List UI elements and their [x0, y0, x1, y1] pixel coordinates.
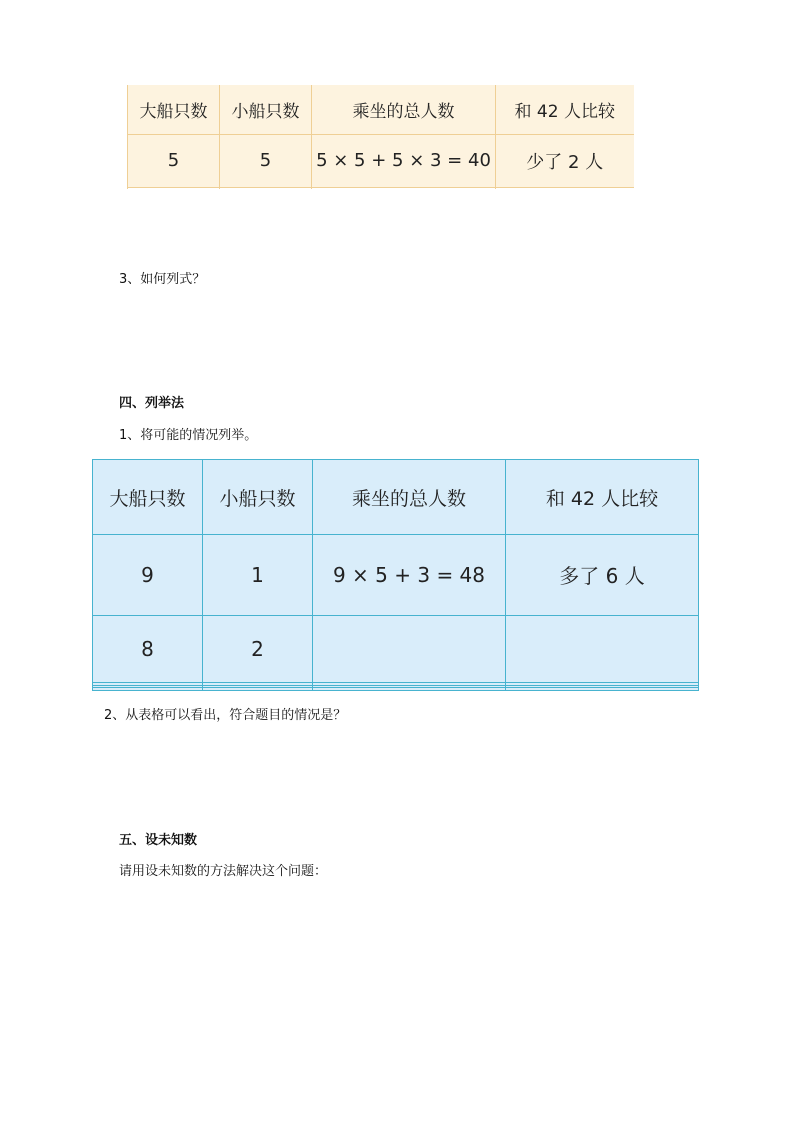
section-4-title: 四、列举法: [119, 396, 185, 411]
table-cell: 9: [93, 535, 203, 616]
table-cell: 少了 2 人: [496, 135, 634, 187]
boat-table-example: [127, 85, 634, 188]
table-cell: 多了 6 人: [506, 535, 699, 616]
header-cell: 和 42 人比较: [496, 85, 634, 135]
table-cell: [93, 688, 203, 691]
table-cell: 1: [203, 535, 313, 616]
table-row: [93, 688, 699, 691]
table-cell: 9 × 5 + 3 = 48: [313, 535, 506, 616]
header-cell: 大船只数: [93, 460, 203, 535]
table-cell: [203, 688, 313, 691]
section-4-question-1: 1、将可能的情况列举。: [119, 428, 258, 443]
table-cell: [506, 688, 699, 691]
header-cell: 小船只数: [203, 460, 313, 535]
question-3: 3、如何列式？: [119, 272, 206, 287]
header-cell: 小船只数: [220, 85, 312, 135]
header-cell: 大船只数: [128, 85, 220, 135]
table-cell: [506, 615, 699, 682]
table-cell: [313, 688, 506, 691]
table-row: [93, 535, 699, 616]
section-4-question-2: 2、从表格可以看出，符合题目的情况是？: [104, 708, 347, 723]
table-row: [128, 187, 634, 188]
table-cell: [312, 187, 496, 188]
section-5-title: 五、设未知数: [119, 833, 198, 848]
table-cell: [220, 187, 312, 188]
table-cell: 8: [93, 615, 203, 682]
table-header-row: [93, 460, 699, 535]
header-cell: 乘坐的总人数: [313, 460, 506, 535]
table-cell: [313, 615, 506, 682]
header-cell: 乘坐的总人数: [312, 85, 496, 135]
table-cell: [496, 187, 634, 188]
table-cell: 5: [220, 135, 312, 187]
table-cell: 2: [203, 615, 313, 682]
table-header-row: [128, 85, 634, 135]
section-5-prompt: 请用设未知数的方法解决这个问题：: [119, 864, 328, 879]
header-cell: 和 42 人比较: [506, 460, 699, 535]
table-row: [93, 615, 699, 682]
table-row: [128, 135, 634, 187]
table-cell: 5 × 5 + 5 × 3 = 40: [312, 135, 496, 187]
boat-table-enumeration: [92, 459, 699, 691]
table-cell: [128, 187, 220, 188]
table-cell: 5: [128, 135, 220, 187]
